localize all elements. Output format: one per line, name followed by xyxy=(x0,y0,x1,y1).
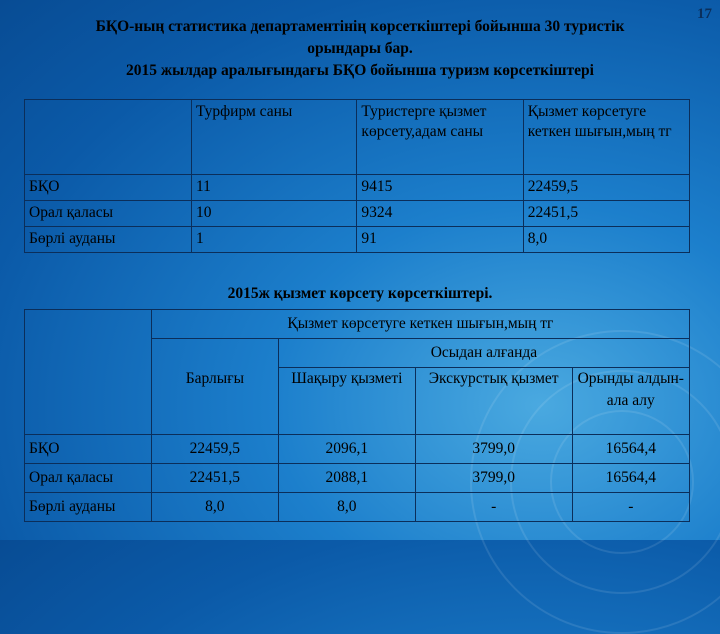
tourism-indicators-table xyxy=(24,99,690,253)
table-cell: 1 xyxy=(191,227,356,253)
title-line: БҚО-ның статистика департаментінің көрсеткіштері бойынша 30 туристік xyxy=(95,18,625,35)
table-cell: 8,0 xyxy=(151,493,278,522)
table-header-cell: Турфирм саны xyxy=(191,100,356,175)
table-cell: БҚО xyxy=(25,435,152,464)
table-cell: 9324 xyxy=(357,201,523,227)
table-cell: - xyxy=(415,493,572,522)
table-row xyxy=(25,175,690,201)
table-row xyxy=(25,201,690,227)
table-row xyxy=(25,435,690,464)
table-cell: 22451,5 xyxy=(523,201,689,227)
table-header-cell: Орынды алдын-ала алу xyxy=(572,368,689,435)
table-header-row xyxy=(25,310,690,339)
table-cell: 3799,0 xyxy=(415,464,572,493)
table-header-cell xyxy=(25,100,192,175)
table-cell: 8,0 xyxy=(278,493,415,522)
table-empty-cell xyxy=(151,339,278,368)
table-header-cell: Қызмет көрсетуге кеткен шығын,мың тг xyxy=(523,100,689,175)
table-cell: Орал қаласы xyxy=(25,201,192,227)
table-cell: - xyxy=(572,493,689,522)
table-corner-cell xyxy=(25,310,152,435)
table-cell: Бөрлі ауданы xyxy=(25,227,192,253)
title-line: 2015 жылдар аралығындағы БҚО бойынша туризм көрсеткіштері xyxy=(126,62,594,79)
table-cell: 22459,5 xyxy=(523,175,689,201)
table-cell: 8,0 xyxy=(523,227,689,253)
table-cell: Бөрлі ауданы xyxy=(25,493,152,522)
table-cell: Орал қаласы xyxy=(25,464,152,493)
table-cell: 3799,0 xyxy=(415,435,572,464)
table-cell: 10 xyxy=(191,201,356,227)
table-cell: 2088,1 xyxy=(278,464,415,493)
table2-caption: 2015ж қызмет көрсету көрсеткіштері. xyxy=(227,285,493,302)
table-cell: 16564,4 xyxy=(572,464,689,493)
table-cell: БҚО xyxy=(25,175,192,201)
slide-title xyxy=(40,16,680,82)
table-row xyxy=(25,464,690,493)
sub-header-cell: Осыдан алғанда xyxy=(278,339,689,368)
table-header-row xyxy=(25,100,690,175)
table-cell: 9415 xyxy=(357,175,523,201)
slide-number: 17 xyxy=(697,6,712,22)
table-cell: 11 xyxy=(191,175,356,201)
table-cell: 2096,1 xyxy=(278,435,415,464)
table-cell: 22459,5 xyxy=(151,435,278,464)
table-row xyxy=(25,493,690,522)
table-header-cell: Шақыру қызметі xyxy=(278,368,415,435)
table-cell: 16564,4 xyxy=(572,435,689,464)
group-header-cell: Қызмет көрсетуге кеткен шығын,мың тг xyxy=(151,310,689,339)
table-header-cell: Барлығы xyxy=(151,368,278,435)
table-header-cell: Туристерге қызмет көрсету,адам саны xyxy=(357,100,523,175)
table-header-cell: Экскурстық қызмет xyxy=(415,368,572,435)
title-line: орындары бар. xyxy=(307,40,413,57)
table-cell: 91 xyxy=(357,227,523,253)
table-row xyxy=(25,227,690,253)
table-cell: 22451,5 xyxy=(151,464,278,493)
service-expenses-table xyxy=(24,309,690,522)
